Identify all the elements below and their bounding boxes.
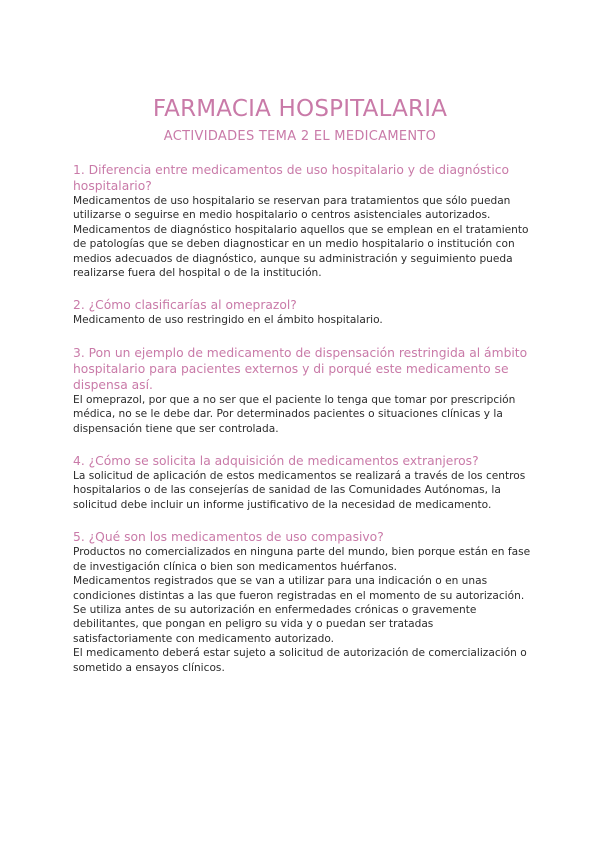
document-body: [73, 162, 535, 692]
question-2: 2. ¿Cómo clasificarías al omeprazol?: [73, 298, 297, 313]
section-1: [73, 162, 535, 280]
answer-2-paragraph-1: Medicamento de uso restringido en el ámbito hospitalario.: [73, 314, 383, 327]
section-4: [73, 453, 535, 512]
question-3: 3. Pon un ejemplo de medicamento de dispensación restringida al ámbito hospitalario para pacientes externos y di porqué este medicamento se dispensa así.: [73, 345, 528, 392]
answer-5-paragraph-3: El medicamento deberá estar sujeto a solicitud de autorización de comercialización o sometido a ensayos clínicos.: [73, 647, 527, 674]
document-title: FARMACIA HOSPITALARIA: [152, 96, 448, 122]
answer-1-paragraph-2: Medicamentos de diagnóstico hospitalario aquellos que se emplean en el tratamiento de patologías que se deben diagnosticar en un medio hospitalario o institución con medios adecuados de diagnóstico, aunque su administración y seguimiento pueda realizarse fuera del hospital o de la institución.: [73, 223, 529, 280]
question-1: 1. Diferencia entre medicamentos de uso hospitalario y de diagnóstico hospitalario?: [73, 163, 510, 193]
answer-1-paragraph-1: Medicamentos de uso hospitalario se reservan para tratamientos que sólo puedan utilizarse o seguirse en medio hospitalario o centros asistenciales autorizados.: [73, 195, 511, 222]
answer-5-paragraph-1: Productos no comercializados en ninguna parte del mundo, bien porque están en fase de investigación clínica o bien son medicamentos huérfanos.: [73, 546, 531, 573]
section-3: [73, 345, 535, 436]
answer-5-paragraph-2: Medicamentos registrados que se van a utilizar para una indicación o en unas condiciones distintas a las que fueron registradas en el momento de su autorización. Se utiliza antes de su autorización en enfermedades crónicas o gravemente debilitantes, que pongan en peligro su vida y o puedan ser tratadas satisfactoriamente con medicamento autorizado.: [73, 575, 525, 645]
answer-4-paragraph-1: La solicitud de aplicación de estos medicamentos se realizará a través de los centros hospitalarios o de las consejerías de sanidad de las Comunidades Autónomas, la solicitud debe incluir un informe justificativo de la necesidad de medicamento.: [73, 470, 526, 511]
section-5: [73, 529, 535, 675]
section-2: [73, 297, 535, 327]
question-4: 4. ¿Cómo se solicita la adquisición de medicamentos extranjeros?: [73, 454, 479, 469]
question-5: 5. ¿Qué son los medicamentos de uso compasivo?: [73, 530, 384, 545]
document-subtitle: ACTIVIDADES TEMA 2 EL MEDICAMENTO: [163, 129, 437, 144]
answer-3-paragraph-1: El omeprazol, por que a no ser que el paciente lo tenga que tomar por prescripción médica, no se le debe dar. Por determinados pacientes o situaciones clínicas y la dispensación tiene que ser controlada.: [73, 393, 516, 435]
